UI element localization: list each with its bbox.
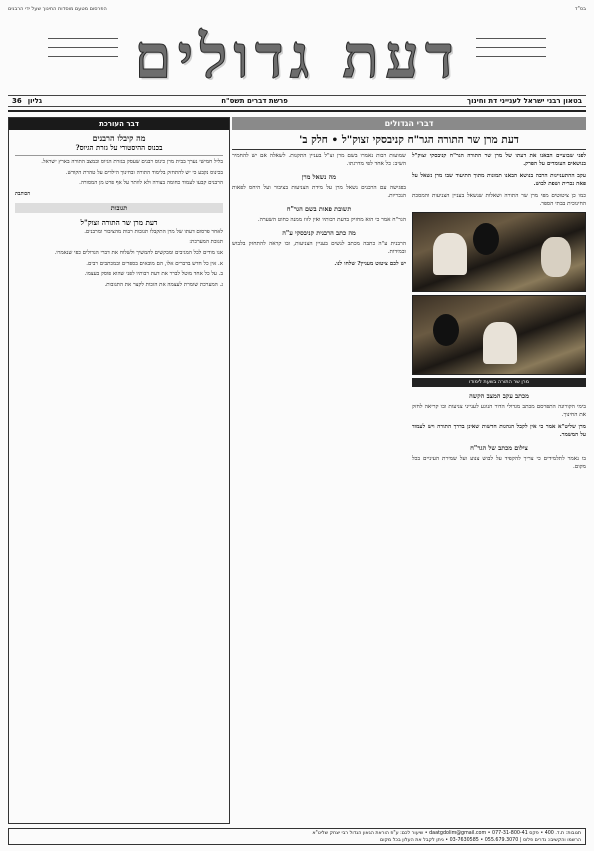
- article-paragraph: בו נאמר לתלמידים כי צריך להקפיד על לבוש צנוע ועל שמירת העיניים בכל מקום.: [412, 456, 586, 470]
- sidebar-paragraph: ב. על כל אחד מוטל לברר את דעת רבותיו לפני שהוא פוסק בעצמו.: [84, 271, 223, 278]
- sidebar-subtitle: בכנוס ההיסטורי על גזרת הגיוס?: [15, 143, 223, 156]
- article-paragraph: שמועות רבות נאמרו בשם מרן זצ"ל בעניין התקנות. לשאלה אם יש להחמיר השיב: כל אחד לפי מדרגתו.: [232, 153, 406, 167]
- article-headline: דעת מרן שר התורה הגר"ח קניבסקי זצוק"ל • חלק ב': [232, 130, 586, 150]
- article-column-left: [232, 152, 406, 824]
- article-paragraph: הרבנית ע"ה כתבה מכתב לנשים בעניין הצניעות, ובו קראה להתחזק בלבוש ובמידות.: [232, 241, 406, 255]
- sidebar-editor-response-label: תגובת המערכת:: [189, 239, 223, 246]
- article-photo-bottom: [412, 295, 586, 375]
- article-paragraph: הגר"ח אמר כי הוא מחזיק בדעת רבותיו ואין לזוז ממנה כחוט השערה.: [257, 217, 406, 223]
- issue-number-group: [12, 97, 42, 105]
- article-paragraph: כמו כן ציטוטים מפי מרן שר התורה ושאלות שנשאל בעניין הצניעות והמסכת החינוכית בבתי הספר.: [412, 193, 586, 207]
- subheading-rebbetzin: מה כתב הרבנית קניבסקי ע"ה: [282, 229, 356, 237]
- article-column-right: [412, 152, 586, 824]
- masthead-title: דעת גדולים: [134, 22, 460, 92]
- masthead-ornament-left: [48, 30, 118, 80]
- footer-line-1: תגובות: ת.ד. 400 • פקס 077-31-800-41 • daatgdolim@gmail.com • שיעור לכם: ע"פ הוראת הגאון הגדול רבי יצחק שליט"א: [312, 831, 581, 836]
- issue-bar: [8, 95, 586, 107]
- issue-label: גליון: [27, 97, 42, 105]
- top-bar-right: בס"ד: [574, 6, 586, 12]
- article-paragraph: מרן שליט"א אמר כי אין לקבל הנהגות חדשות שאינן בדרך התורה ויש לעמוד על המשמר.: [412, 424, 586, 438]
- responses-section-label: תגובות: [15, 203, 223, 213]
- sidebar-paragraph: לאחר פרסום דעתו של מרן התקבלו תגובות רבות מהציבור ומרבנים.: [84, 228, 223, 235]
- sidebar-paragraph: א. אין כל חדש בדברים אלו, הם מובאים בספרים ובמכתבים רבים.: [86, 260, 223, 267]
- sidebar-paragraph: בליל חמישי נערך בבית מרן כינוס רבנים שעסק בגזרת הגיוס ובמצב התורה בארץ ישראל.: [41, 159, 223, 165]
- article-lead: לפני שבועיים הבאנו את דעתו של מרן שר התורה הגר"ח קניבסקי זצוק"ל בנושאים העומדים על הפרק.: [412, 153, 586, 167]
- photo-caption: מרן שר התורה בשעת לימודו: [412, 378, 586, 387]
- article-closing: יש לכם ציטוט מעניין? שלחו לנו.: [334, 261, 406, 267]
- footer-line-2: הרשמו והקשיבו: נדרים פלוס | 055.679.3070 • 03-7630585 • ניתן לקבל את העלון בכל מקום: [380, 838, 581, 843]
- sidebar-paragraph: אנו מודים לכל המגיבים ומבקשים להמשיך ולשלוח את דברי הגדולים כפי שנאמרו.: [54, 249, 223, 256]
- subheading-photo-letter: צילום מכתב של הגר"ח: [470, 444, 528, 452]
- sidebar-paragraph: בכינוס נקבע כי יש להתחזק בלימוד התורה ובחינוך הילדים על טהרת הקודש.: [65, 169, 223, 176]
- issue-number: 36: [12, 97, 22, 105]
- subheading-letter: מכתב עקב המצב הקשה: [469, 392, 529, 400]
- sidebar-signature: הכותבת: [15, 190, 31, 197]
- sidebar-body: [9, 159, 229, 188]
- subheading-question: מה נשאל מרן: [301, 173, 337, 181]
- subheading-answer: תשובת פאות בשם הגר"ח: [286, 205, 352, 213]
- sidebar-paragraph: ג. המערכת שומרת לעצמה את הזכות לקצר את התגובות.: [104, 281, 223, 288]
- responses-body: [9, 229, 229, 290]
- photo-block: [412, 212, 586, 387]
- top-bar-left: הפרסום מטעם מוסדות החינוך שעל ידי הרבנים: [8, 6, 107, 12]
- header-divider: [8, 110, 586, 112]
- top-bar: [8, 6, 586, 16]
- section-banner: דברי הגדולים: [232, 117, 586, 130]
- main-article: [232, 117, 586, 824]
- sidebar-paragraph: הרבנים קבעו לעמוד כחומה בצורה ולא לוותר על אף פרט מן המסורה.: [79, 180, 223, 187]
- article-paragraph: בפגישה עם הרבנים נשאל מרן על מידת הצניעות בציבור ועל היחס לפאות הנכריות.: [232, 185, 406, 199]
- article-subhead: עקב ההתעניינות הרבה בנושא הבאנו תמונות מתוך התיעוד שבו מרן נשאל על פאה נכרית ושפת לבוש.: [412, 173, 586, 187]
- masthead: [8, 20, 586, 94]
- sidebar-title: מה קיבלו הרבנים: [92, 133, 146, 143]
- sidebar-banner: דבר העורכת: [9, 118, 229, 130]
- editorial-sidebar: [8, 117, 230, 824]
- article-photo-top: [412, 212, 586, 292]
- masthead-ornament-right: [476, 30, 546, 80]
- parsha-label: פרשת דברים תשס"ח: [221, 97, 288, 105]
- article-paragraph: בימי הקורונה התפרסם מכתב מגדולי הדור הנוגע לענייני צניעות ובו קריאה לחזק את החינוך.: [412, 404, 586, 418]
- contact-footer: [8, 828, 586, 845]
- article-columns: [232, 152, 586, 824]
- responses-headline: דעת מרן שר התורה זצוק"ל: [80, 217, 158, 227]
- issue-tagline: בטאון רבני ישראל לענייני דת וחינוך: [467, 97, 582, 105]
